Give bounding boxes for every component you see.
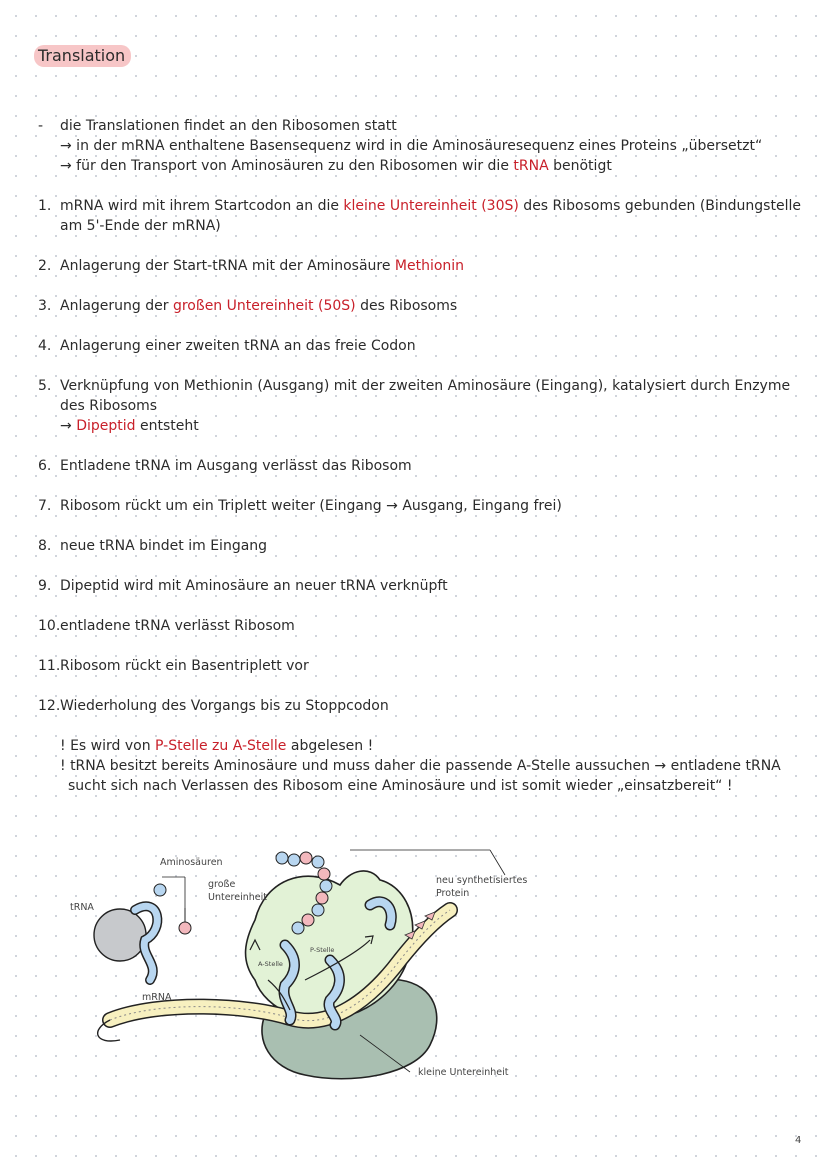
intro-line-2: → in der mRNA enthaltene Basensequenz wird in die Aminosäuresequenz eines Proteins „übersetzt“ [60, 138, 763, 154]
page-title: Translation [34, 45, 131, 67]
page-number: 4 [795, 1135, 802, 1146]
step-8: neue tRNA bindet im Eingang [60, 538, 268, 554]
ribosome-translation-diagram [50, 840, 540, 1085]
label-neu-1: neu synthetisiertes [436, 875, 528, 886]
step-number-6: 6. [38, 458, 52, 474]
step-number-8: 8. [38, 538, 52, 554]
note-2-line-2: sucht sich nach Verlassen des Ribosom eine Aminosäure und ist somit wieder „einsatzbereit“ ! [68, 778, 733, 794]
step-7: Ribosom rückt um ein Triplett weiter (Eingang → Ausgang, Eingang frei) [60, 498, 562, 514]
note-1: ! Es wird von P-Stelle zu A-Stelle abgelesen ! [60, 738, 374, 754]
label-aminosaeuren: Aminosäuren [160, 857, 223, 868]
step-9: Dipeptid wird mit Aminosäure an neuer tRNA verknüpft [60, 578, 448, 594]
label-neu-2: Protein [436, 888, 470, 899]
label-kleine-untereinheit: kleine Untereinheit [418, 1067, 509, 1078]
label-grosse-1: große [208, 879, 236, 890]
step-1: mRNA wird mit ihrem Startcodon an die kleine Untereinheit (30S) des Ribosoms gebunden (Bindungstelle [60, 198, 801, 214]
step-10: entladene tRNA verlässt Ribosom [60, 618, 295, 634]
step-number-7: 7. [38, 498, 52, 514]
bullet: - [38, 118, 44, 134]
step-number-1: 1. [38, 198, 52, 214]
step-number-9: 9. [38, 578, 52, 594]
trna-grey-disc [94, 909, 146, 961]
step-4: Anlagerung einer zweiten tRNA an das freie Codon [60, 338, 416, 354]
trna-highlight: tRNA [513, 158, 549, 174]
step-2: Anlagerung der Start-tRNA mit der Aminosäure Methionin [60, 258, 465, 274]
label-grosse-2: Untereinheit [208, 892, 267, 903]
note-2-line-1: ! tRNA besitzt bereits Aminosäure und muss daher die passende A-Stelle aussuchen → entladene tRNA [60, 758, 781, 774]
step-5: Verknüpfung von Methionin (Ausgang) mit der zweiten Aminosäure (Eingang), katalysiert durch Enzyme [60, 378, 791, 394]
step-5-result: → Dipeptid entsteht [60, 418, 199, 434]
intro-line-1: die Translationen findet an den Ribosomen statt [60, 118, 397, 134]
step-3: Anlagerung der großen Untereinheit (50S) des Ribosoms [60, 298, 458, 314]
step-number-4: 4. [38, 338, 52, 354]
step-number-5: 5. [38, 378, 52, 394]
step-12: Wiederholung des Vorgangs bis zu Stoppcodon [60, 698, 389, 714]
label-mrna: mRNA [142, 992, 172, 1003]
label-a-stelle: A-Stelle [258, 960, 283, 968]
label-p-stelle: P-Stelle [310, 946, 335, 954]
label-trna: tRNA [70, 902, 94, 913]
step-11: Ribosom rückt ein Basentriplett vor [60, 658, 309, 674]
step-number-10: 10. [38, 618, 61, 634]
intro-line-3: → für den Transport von Aminosäuren zu den Ribosomen wir die tRNA benötigt [60, 158, 612, 174]
step-1-continued: am 5'-Ende der mRNA) [60, 218, 221, 234]
step-number-3: 3. [38, 298, 52, 314]
step-5-continued: des Ribosoms [60, 398, 158, 414]
step-number-12: 12. [38, 698, 61, 714]
step-number-11: 11. [38, 658, 61, 674]
step-6: Entladene tRNA im Ausgang verlässt das Ribosom [60, 458, 412, 474]
step-number-2: 2. [38, 258, 52, 274]
